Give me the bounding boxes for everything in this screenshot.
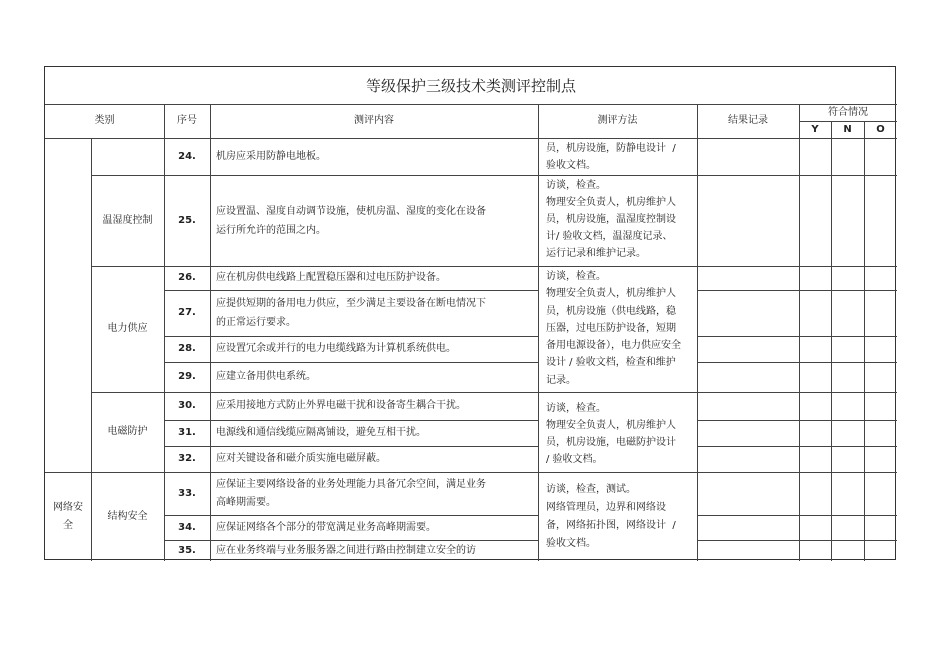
row-content: 应保证主要网络设备的业务处理能力具备冗余空间，满足业务 高峰期需要。 bbox=[216, 478, 486, 508]
row-no: 28. bbox=[178, 343, 196, 354]
header-y: Y bbox=[811, 123, 819, 135]
row-content: 机房应采用防静电地板。 bbox=[216, 150, 326, 162]
rule bbox=[864, 121, 865, 561]
category-struct: 结构安全 bbox=[107, 510, 148, 522]
row-content: 应在机房供电线路上配置稳压器和过电压防护设备。 bbox=[216, 272, 446, 283]
row-no: 34. bbox=[178, 521, 196, 533]
row-content: 应设置冗余或并行的电力电缆线路为计算机系统供电。 bbox=[216, 343, 456, 354]
rule bbox=[799, 104, 800, 561]
row-content: 应提供短期的备用电力供应，至少满足主要设备在断电情况下 的正常运行要求。 bbox=[216, 298, 486, 328]
row-content: 应采用接地方式防止外界电磁干扰和设备寄生耦合干扰。 bbox=[216, 400, 466, 411]
row-content: 应在业务终端与业务服务器之间进行路由控制建立安全的访 bbox=[216, 544, 476, 556]
row-no: 31. bbox=[178, 427, 196, 438]
row-no: 32. bbox=[178, 453, 196, 464]
header-no: 序号 bbox=[177, 115, 197, 126]
rule bbox=[697, 336, 897, 337]
header-n: N bbox=[843, 123, 852, 135]
header-o: O bbox=[876, 123, 885, 135]
rule bbox=[697, 446, 897, 447]
header-method: 测评方法 bbox=[597, 115, 638, 126]
row-no: 33. bbox=[178, 487, 196, 499]
row-no: 30. bbox=[178, 400, 196, 411]
rule bbox=[697, 362, 897, 363]
header-category: 类别 bbox=[94, 115, 115, 126]
row-no: 35. bbox=[178, 544, 196, 556]
row-no: 29. bbox=[178, 371, 196, 382]
evaluation-table bbox=[44, 66, 896, 560]
row-no: 27. bbox=[178, 307, 196, 318]
row-no: 25. bbox=[178, 214, 196, 226]
row-content: 应对关键设备和磁介质实施电磁屏蔽。 bbox=[216, 453, 386, 464]
row-content: 应设置温、湿度自动调节设施，使机房温、湿度的变化在设备 运行所允许的范围之内。 bbox=[216, 205, 486, 236]
category-power: 电力供应 bbox=[107, 323, 148, 334]
rule bbox=[697, 104, 698, 561]
category-temp: 温湿度控制 bbox=[102, 214, 153, 226]
method-cell: 访谈，检查。 物理安全负责人，机房维护人 员，机房设施，温湿度控制设 计/ 验收文档，温湿度记录、 运行记录和维护记录。 bbox=[546, 180, 676, 259]
row-no: 26. bbox=[178, 272, 196, 283]
method-cell: 员，机房设施，防静电设计 / 验收文档。 bbox=[546, 143, 676, 171]
header-conform: 符合情况 bbox=[828, 106, 868, 118]
header-content: 测评内容 bbox=[354, 115, 394, 126]
rule bbox=[697, 290, 897, 291]
method-cell: 访谈，检查。 物理安全负责人，机房维护人 员，机房设施，电磁防护设计 / 验收文档。 bbox=[546, 403, 676, 465]
rule bbox=[697, 420, 897, 421]
method-cell: 访谈，检查。 物理安全负责人，机房维护人 员，机房设施（供电线路，稳 压器，过电压防护设备，短期 备用电源设备），电力供应安全 设计 / 验收文档，检查和维护 记录。 bbox=[546, 271, 681, 386]
row-no: 24. bbox=[178, 150, 196, 162]
table-title: 等级保护三级技术类测评控制点 bbox=[365, 76, 576, 95]
row-content: 应建立备用供电系统。 bbox=[216, 371, 316, 382]
rule bbox=[697, 540, 897, 541]
method-cell: 访谈，检查，测试。 网络管理员，边界和网络设 备，网络拓扑图，网络设计 / 验收文档。 bbox=[546, 484, 676, 549]
row-content: 电源线和通信线缆应隔离铺设，避免互相干扰。 bbox=[216, 427, 426, 438]
row-content: 应保证网络各个部分的带宽满足业务高峰期需要。 bbox=[216, 521, 436, 533]
category-network: 网络安 全 bbox=[53, 501, 83, 531]
rule bbox=[831, 121, 832, 561]
category-em: 电磁防护 bbox=[107, 426, 148, 437]
rule bbox=[697, 515, 897, 516]
header-result: 结果记录 bbox=[728, 115, 768, 126]
